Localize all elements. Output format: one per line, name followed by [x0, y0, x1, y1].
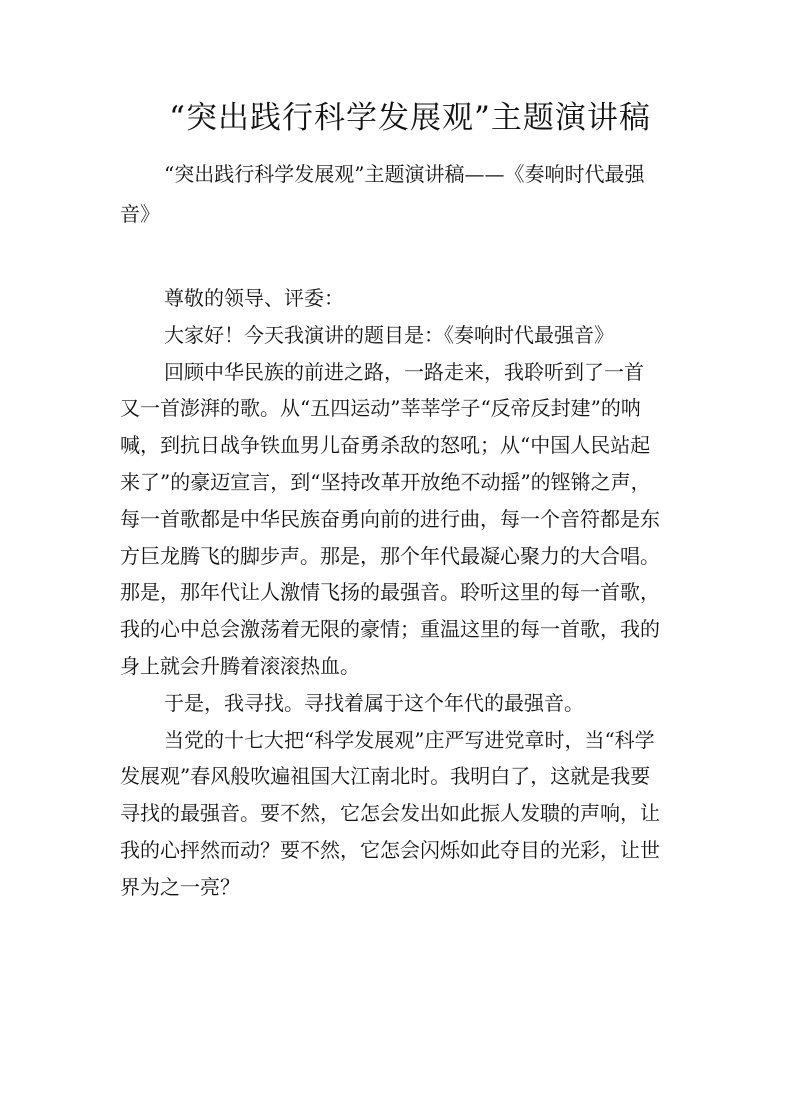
document-subtitle: “突出践行科学发展观”主题演讲稿——《奏响时代最强音》 — [120, 162, 645, 226]
document-body — [120, 280, 660, 906]
body-paragraph: 于是，我寻找。寻找着属于这个年代的最强音。 — [164, 690, 584, 715]
body-paragraph: 回顾中华民族的前进之路，一路走来，我聆听到了一首又一首澎湃的歌。从“五四运动”莘莘学子“反帝反封建”的呐喊，到抗日战争铁血男儿奋勇杀敌的怒吼；从“中国人民站起来了”的豪迈宣言，到“坚持改革开放绝不动摇”的铿锵之声，每一首歌都是中华民族奋勇向前的进行曲，每一个音符都是东方巨龙腾飞的脚步声。那是，那个年代最凝心聚力的大合唱。那是，那年代让人激情飞扬的最强音。聆听这里的每一首歌，我的心中总会激荡着无限的豪情；重温这里的每一首歌，我的身上就会升腾着滚滚热血。 — [120, 359, 660, 678]
greeting-paragraph: 大家好！今天我演讲的题目是：《奏响时代最强音》 — [164, 322, 614, 347]
document-title: “突出践行科学发展观”主题演讲稿 — [169, 100, 651, 136]
body-paragraph: 当党的十七大把“科学发展观”庄严写进党章时，当“科学发展观”春风般吹遍祖国大江南北时。我明白了，这就是我要寻找的最强音。要不然，它怎会发出如此振人发聩的声响，让我的心抨然而动？要不然，它怎会闪烁如此夺目的光彩，让世界为之一亮？ — [120, 727, 660, 899]
salutation-paragraph: 尊敬的领导、评委： — [164, 286, 344, 310]
